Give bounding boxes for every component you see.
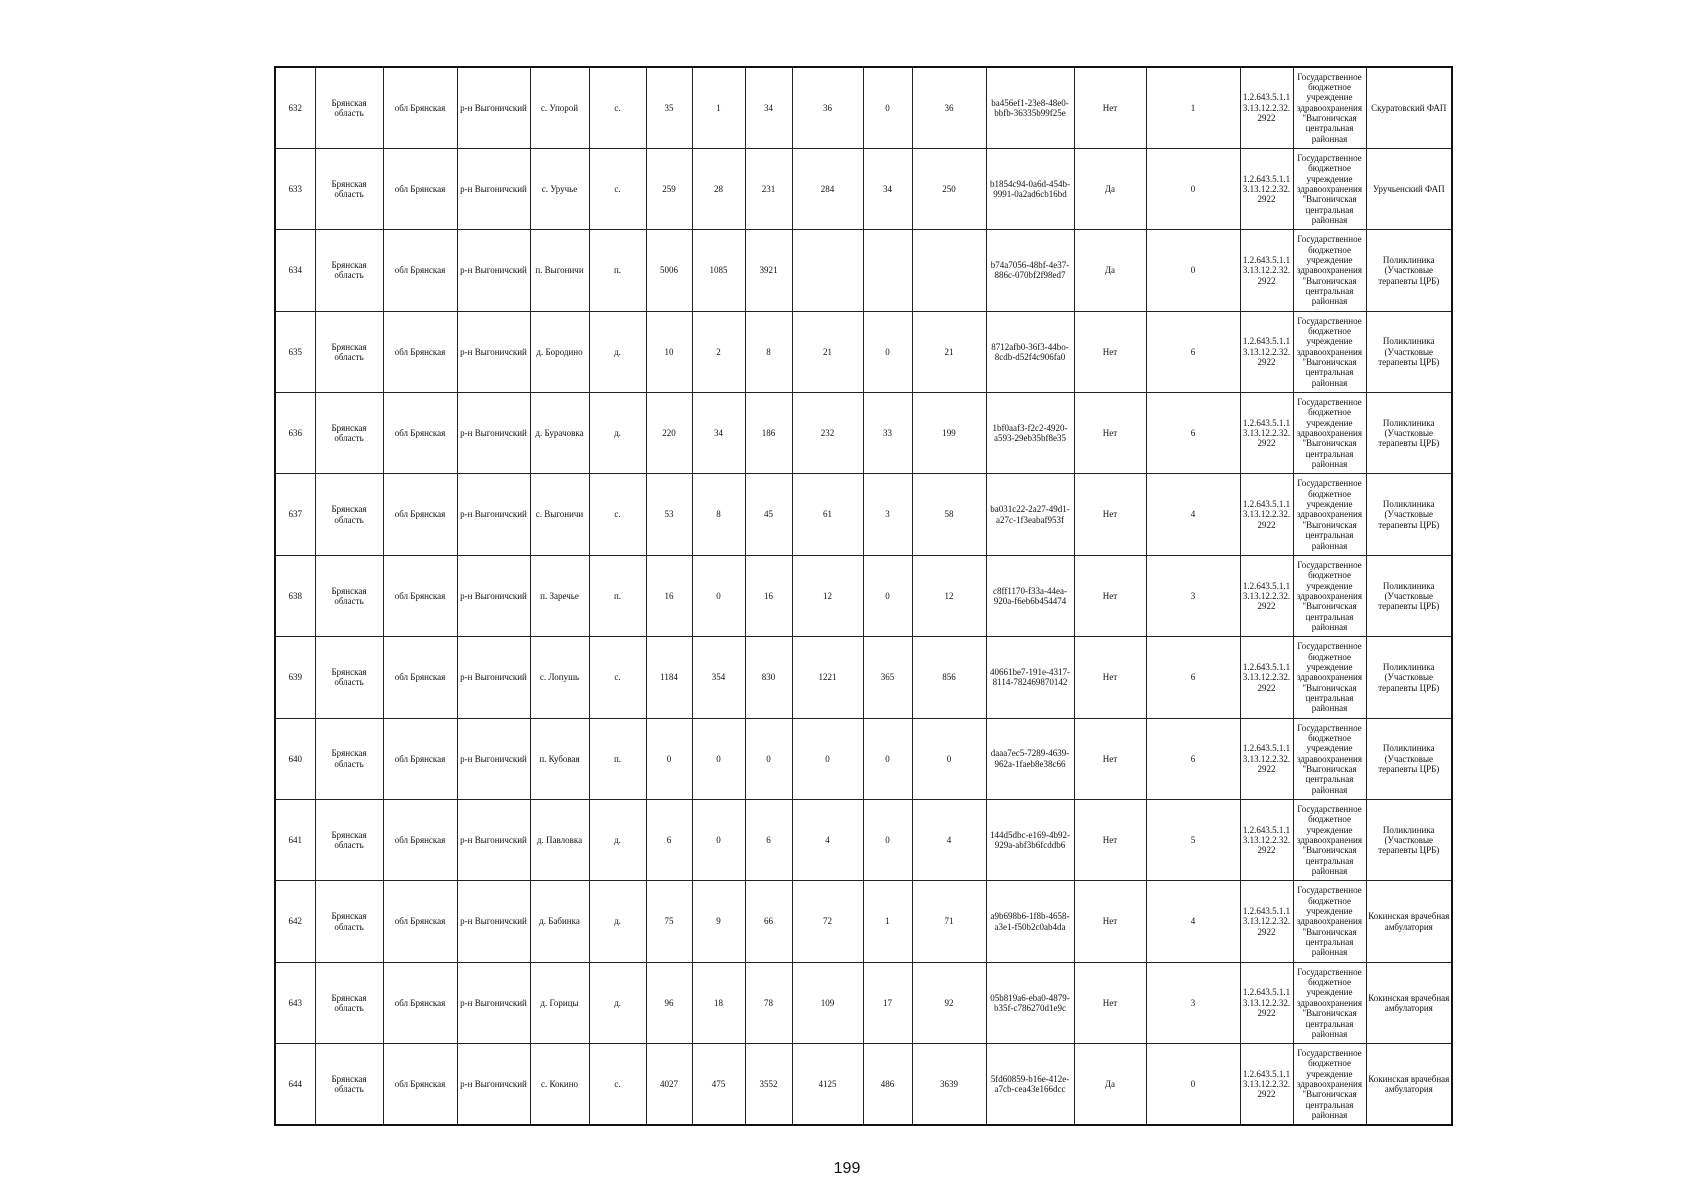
unit-cell: Кокинская врачебная амбулатория <box>1366 962 1452 1043</box>
count-cell-1: 10 <box>646 311 692 392</box>
flag-cell: Нет <box>1074 881 1146 962</box>
count-cell-6: 199 <box>912 393 986 474</box>
row-number: 639 <box>275 637 315 718</box>
row-number: 643 <box>275 962 315 1043</box>
organization-cell: Государственное бюджетное учреждение здравоохранения "Выгоничская центральная районная <box>1293 474 1366 555</box>
count-cell-4: 36 <box>792 67 863 148</box>
count-cell-2: 475 <box>692 1044 745 1125</box>
count-cell-4: 1221 <box>792 637 863 718</box>
count-cell: 6 <box>1146 718 1240 799</box>
table-row <box>275 637 1452 718</box>
flag-cell: Нет <box>1074 474 1146 555</box>
oid-cell: 1.2.643.5.1.13.13.12.2.32.2922 <box>1240 881 1293 962</box>
row-number: 634 <box>275 230 315 311</box>
district-cell: р-н Выгоничский <box>457 311 530 392</box>
flag-cell: Нет <box>1074 637 1146 718</box>
count-cell-1: 75 <box>646 881 692 962</box>
organization-cell: Государственное бюджетное учреждение здравоохранения "Выгоничская центральная районная <box>1293 230 1366 311</box>
count-cell-2: 34 <box>692 393 745 474</box>
row-number: 632 <box>275 67 315 148</box>
region-cell: Брянская область <box>315 555 383 636</box>
place-type-cell: д. <box>589 962 646 1043</box>
flag-cell: Да <box>1074 148 1146 229</box>
row-number: 635 <box>275 311 315 392</box>
table-row <box>275 67 1452 148</box>
organization-cell: Государственное бюджетное учреждение здравоохранения "Выгоничская центральная районная <box>1293 148 1366 229</box>
oblast-cell: обл Брянская <box>383 555 457 636</box>
district-cell: р-н Выгоничский <box>457 881 530 962</box>
count-cell-2: 354 <box>692 637 745 718</box>
count-cell: 0 <box>1146 148 1240 229</box>
place-cell: с. Упорой <box>530 67 589 148</box>
count-cell-2: 2 <box>692 311 745 392</box>
count-cell-2: 8 <box>692 474 745 555</box>
table-row <box>275 800 1452 881</box>
count-cell-2: 18 <box>692 962 745 1043</box>
count-cell-2: 0 <box>692 718 745 799</box>
district-cell: р-н Выгоничский <box>457 230 530 311</box>
district-cell: р-н Выгоничский <box>457 67 530 148</box>
count-cell-6: 92 <box>912 962 986 1043</box>
organization-cell: Государственное бюджетное учреждение здравоохранения "Выгоничская центральная районная <box>1293 311 1366 392</box>
count-cell-1: 4027 <box>646 1044 692 1125</box>
count-cell-3: 45 <box>745 474 792 555</box>
flag-cell: Нет <box>1074 311 1146 392</box>
place-type-cell: п. <box>589 230 646 311</box>
unit-cell: Уручьенский ФАП <box>1366 148 1452 229</box>
place-type-cell: с. <box>589 474 646 555</box>
count-cell-6: 71 <box>912 881 986 962</box>
count-cell-6: 3639 <box>912 1044 986 1125</box>
guid-cell: b1854c94-0a6d-454b-9991-0a2ad6cb16bd <box>986 148 1074 229</box>
count-cell-4: 72 <box>792 881 863 962</box>
district-cell: р-н Выгоничский <box>457 962 530 1043</box>
count-cell-5: 33 <box>863 393 912 474</box>
place-type-cell: д. <box>589 393 646 474</box>
place-type-cell: д. <box>589 800 646 881</box>
unit-cell: Поликлиника (Участковые терапевты ЦРБ) <box>1366 311 1452 392</box>
count-cell-5: 17 <box>863 962 912 1043</box>
count-cell-5: 0 <box>863 311 912 392</box>
unit-cell: Кокинская врачебная амбулатория <box>1366 881 1452 962</box>
count-cell-2: 1085 <box>692 230 745 311</box>
table-row <box>275 718 1452 799</box>
count-cell-4: 232 <box>792 393 863 474</box>
region-cell: Брянская область <box>315 718 383 799</box>
place-cell: д. Бабинка <box>530 881 589 962</box>
count-cell-4: 12 <box>792 555 863 636</box>
oid-cell: 1.2.643.5.1.13.13.12.2.32.2922 <box>1240 555 1293 636</box>
row-number: 644 <box>275 1044 315 1125</box>
count-cell-4: 109 <box>792 962 863 1043</box>
flag-cell: Нет <box>1074 393 1146 474</box>
table-row <box>275 311 1452 392</box>
place-type-cell: с. <box>589 67 646 148</box>
organization-cell: Государственное бюджетное учреждение здравоохранения "Выгоничская центральная районная <box>1293 637 1366 718</box>
region-cell: Брянская область <box>315 474 383 555</box>
count-cell: 0 <box>1146 1044 1240 1125</box>
row-number: 641 <box>275 800 315 881</box>
guid-cell: daaa7ec5-7289-4639-962a-1faeb8e38c66 <box>986 718 1074 799</box>
unit-cell: Поликлиника (Участковые терапевты ЦРБ) <box>1366 800 1452 881</box>
guid-cell: 8712afb0-36f3-44bo-8cdb-d52f4c906fa0 <box>986 311 1074 392</box>
oblast-cell: обл Брянская <box>383 962 457 1043</box>
organization-cell: Государственное бюджетное учреждение здравоохранения "Выгоничская центральная районная <box>1293 1044 1366 1125</box>
region-cell: Брянская область <box>315 311 383 392</box>
count-cell: 3 <box>1146 555 1240 636</box>
place-type-cell: д. <box>589 311 646 392</box>
unit-cell: Поликлиника (Участковые терапевты ЦРБ) <box>1366 474 1452 555</box>
guid-cell: a9b698b6-1f8b-4658-a3e1-f50b2c0ab4da <box>986 881 1074 962</box>
region-cell: Брянская область <box>315 230 383 311</box>
oid-cell: 1.2.643.5.1.13.13.12.2.32.2922 <box>1240 393 1293 474</box>
count-cell-5: 1 <box>863 881 912 962</box>
place-cell: с. Лопушь <box>530 637 589 718</box>
oid-cell: 1.2.643.5.1.13.13.12.2.32.2922 <box>1240 67 1293 148</box>
count-cell-4 <box>792 230 863 311</box>
oblast-cell: обл Брянская <box>383 67 457 148</box>
count-cell-5: 486 <box>863 1044 912 1125</box>
oblast-cell: обл Брянская <box>383 474 457 555</box>
page-number: 199 <box>833 1160 861 1177</box>
count-cell-1: 259 <box>646 148 692 229</box>
district-cell: р-н Выгоничский <box>457 800 530 881</box>
count-cell-3: 3552 <box>745 1044 792 1125</box>
count-cell: 6 <box>1146 311 1240 392</box>
guid-cell: 144d5dbc-e169-4b92-929a-abf3b6fcddb6 <box>986 800 1074 881</box>
unit-cell: Поликлиника (Участковые терапевты ЦРБ) <box>1366 718 1452 799</box>
place-cell: с. Выгоничи <box>530 474 589 555</box>
unit-cell: Скуратовский ФАП <box>1366 67 1452 148</box>
guid-cell: b74a7056-48bf-4e37-886c-070bf2f98ed7 <box>986 230 1074 311</box>
district-cell: р-н Выгоничский <box>457 555 530 636</box>
guid-cell: c8ff1170-f33a-44ea-920a-f6eb6b454474 <box>986 555 1074 636</box>
place-cell: п. Заречье <box>530 555 589 636</box>
place-cell: п. Кубовая <box>530 718 589 799</box>
organization-cell: Государственное бюджетное учреждение здравоохранения "Выгоничская центральная районная <box>1293 800 1366 881</box>
count-cell-3: 830 <box>745 637 792 718</box>
district-cell: р-н Выгоничский <box>457 393 530 474</box>
place-cell: д. Горицы <box>530 962 589 1043</box>
count-cell-6: 36 <box>912 67 986 148</box>
count-cell: 4 <box>1146 474 1240 555</box>
oblast-cell: обл Брянская <box>383 393 457 474</box>
unit-cell: Поликлиника (Участковые терапевты ЦРБ) <box>1366 555 1452 636</box>
oblast-cell: обл Брянская <box>383 881 457 962</box>
oid-cell: 1.2.643.5.1.13.13.12.2.32.2922 <box>1240 148 1293 229</box>
count-cell-2: 0 <box>692 555 745 636</box>
count-cell-5: 0 <box>863 800 912 881</box>
count-cell-1: 96 <box>646 962 692 1043</box>
count-cell-3: 34 <box>745 67 792 148</box>
region-cell: Брянская область <box>315 67 383 148</box>
flag-cell: Нет <box>1074 555 1146 636</box>
place-type-cell: с. <box>589 637 646 718</box>
place-type-cell: с. <box>589 148 646 229</box>
count-cell-1: 6 <box>646 800 692 881</box>
table-row <box>275 148 1452 229</box>
unit-cell: Кокинская врачебная амбулатория <box>1366 1044 1452 1125</box>
region-cell: Брянская область <box>315 1044 383 1125</box>
place-type-cell: п. <box>589 718 646 799</box>
count-cell-3: 66 <box>745 881 792 962</box>
count-cell-6: 250 <box>912 148 986 229</box>
row-number: 637 <box>275 474 315 555</box>
count-cell-2: 0 <box>692 800 745 881</box>
count-cell-4: 4 <box>792 800 863 881</box>
place-cell: с. Кокино <box>530 1044 589 1125</box>
count-cell-3: 8 <box>745 311 792 392</box>
count-cell-1: 53 <box>646 474 692 555</box>
count-cell-4: 4125 <box>792 1044 863 1125</box>
count-cell-5: 0 <box>863 555 912 636</box>
count-cell-4: 0 <box>792 718 863 799</box>
organization-cell: Государственное бюджетное учреждение здравоохранения "Выгоничская центральная районная <box>1293 881 1366 962</box>
region-cell: Брянская область <box>315 800 383 881</box>
count-cell: 6 <box>1146 393 1240 474</box>
table-row <box>275 962 1452 1043</box>
count-cell-2: 9 <box>692 881 745 962</box>
count-cell-2: 28 <box>692 148 745 229</box>
organization-cell: Государственное бюджетное учреждение здравоохранения "Выгоничская центральная районная <box>1293 962 1366 1043</box>
row-number: 638 <box>275 555 315 636</box>
count-cell-3: 6 <box>745 800 792 881</box>
count-cell-3: 186 <box>745 393 792 474</box>
place-cell: д. Бородино <box>530 311 589 392</box>
row-number: 642 <box>275 881 315 962</box>
row-number: 640 <box>275 718 315 799</box>
count-cell-3: 3921 <box>745 230 792 311</box>
count-cell-4: 61 <box>792 474 863 555</box>
table-row <box>275 393 1452 474</box>
guid-cell: 05b819a6-eba0-4879-b35f-c786270d1e9c <box>986 962 1074 1043</box>
count-cell-6: 4 <box>912 800 986 881</box>
district-cell: р-н Выгоничский <box>457 1044 530 1125</box>
count-cell: 6 <box>1146 637 1240 718</box>
table-row <box>275 230 1452 311</box>
district-cell: р-н Выгоничский <box>457 474 530 555</box>
flag-cell: Да <box>1074 230 1146 311</box>
data-table <box>274 66 1453 1126</box>
oblast-cell: обл Брянская <box>383 230 457 311</box>
oid-cell: 1.2.643.5.1.13.13.12.2.32.2922 <box>1240 1044 1293 1125</box>
count-cell-6: 58 <box>912 474 986 555</box>
count-cell-6: 856 <box>912 637 986 718</box>
count-cell-5 <box>863 230 912 311</box>
count-cell-1: 1184 <box>646 637 692 718</box>
count-cell: 3 <box>1146 962 1240 1043</box>
region-cell: Брянская область <box>315 881 383 962</box>
count-cell-1: 220 <box>646 393 692 474</box>
count-cell-6 <box>912 230 986 311</box>
place-cell: с. Уручье <box>530 148 589 229</box>
region-cell: Брянская область <box>315 637 383 718</box>
organization-cell: Государственное бюджетное учреждение здравоохранения "Выгоничская центральная районная <box>1293 718 1366 799</box>
count-cell-1: 16 <box>646 555 692 636</box>
oid-cell: 1.2.643.5.1.13.13.12.2.32.2922 <box>1240 311 1293 392</box>
unit-cell: Поликлиника (Участковые терапевты ЦРБ) <box>1366 637 1452 718</box>
unit-cell: Поликлиника (Участковые терапевты ЦРБ) <box>1366 230 1452 311</box>
count-cell-6: 0 <box>912 718 986 799</box>
count-cell-5: 0 <box>863 718 912 799</box>
table-row <box>275 881 1452 962</box>
guid-cell: ba031c22-2a27-49d1-a27c-1f3eabaf953f <box>986 474 1074 555</box>
count-cell-3: 231 <box>745 148 792 229</box>
place-type-cell: п. <box>589 555 646 636</box>
oid-cell: 1.2.643.5.1.13.13.12.2.32.2922 <box>1240 800 1293 881</box>
organization-cell: Государственное бюджетное учреждение здравоохранения "Выгоничская центральная районная <box>1293 555 1366 636</box>
count-cell-1: 0 <box>646 718 692 799</box>
district-cell: р-н Выгоничский <box>457 718 530 799</box>
flag-cell: Нет <box>1074 800 1146 881</box>
organization-cell: Государственное бюджетное учреждение здравоохранения "Выгоничская центральная районная <box>1293 393 1366 474</box>
region-cell: Брянская область <box>315 393 383 474</box>
flag-cell: Да <box>1074 1044 1146 1125</box>
place-cell: д. Павловка <box>530 800 589 881</box>
count-cell-5: 0 <box>863 67 912 148</box>
count-cell-5: 3 <box>863 474 912 555</box>
oblast-cell: обл Брянская <box>383 1044 457 1125</box>
count-cell-3: 16 <box>745 555 792 636</box>
place-type-cell: д. <box>589 881 646 962</box>
guid-cell: 1bf0aaf3-f2c2-4920-a593-29eb35bf8e35 <box>986 393 1074 474</box>
oid-cell: 1.2.643.5.1.13.13.12.2.32.2922 <box>1240 718 1293 799</box>
unit-cell: Поликлиника (Участковые терапевты ЦРБ) <box>1366 393 1452 474</box>
count-cell-5: 34 <box>863 148 912 229</box>
oid-cell: 1.2.643.5.1.13.13.12.2.32.2922 <box>1240 637 1293 718</box>
count-cell-3: 78 <box>745 962 792 1043</box>
count-cell-3: 0 <box>745 718 792 799</box>
oblast-cell: обл Брянская <box>383 637 457 718</box>
oid-cell: 1.2.643.5.1.13.13.12.2.32.2922 <box>1240 962 1293 1043</box>
table-row <box>275 1044 1452 1125</box>
oblast-cell: обл Брянская <box>383 148 457 229</box>
place-cell: п. Выгоничи <box>530 230 589 311</box>
count-cell: 4 <box>1146 881 1240 962</box>
oid-cell: 1.2.643.5.1.13.13.12.2.32.2922 <box>1240 230 1293 311</box>
table-row <box>275 555 1452 636</box>
count-cell-6: 12 <box>912 555 986 636</box>
place-type-cell: с. <box>589 1044 646 1125</box>
count-cell-1: 5006 <box>646 230 692 311</box>
oid-cell: 1.2.643.5.1.13.13.12.2.32.2922 <box>1240 474 1293 555</box>
table-row <box>275 474 1452 555</box>
row-number: 636 <box>275 393 315 474</box>
guid-cell: ba456ef1-23e8-48e0-bbfb-36335b99f25e <box>986 67 1074 148</box>
count-cell-2: 1 <box>692 67 745 148</box>
oblast-cell: обл Брянская <box>383 718 457 799</box>
count-cell-4: 284 <box>792 148 863 229</box>
district-cell: р-н Выгоничский <box>457 148 530 229</box>
flag-cell: Нет <box>1074 718 1146 799</box>
count-cell-4: 21 <box>792 311 863 392</box>
region-cell: Брянская область <box>315 148 383 229</box>
district-cell: р-н Выгоничский <box>457 637 530 718</box>
flag-cell: Нет <box>1074 67 1146 148</box>
guid-cell: 40661be7-191e-4317-8114-782469870142 <box>986 637 1074 718</box>
count-cell: 1 <box>1146 67 1240 148</box>
row-number: 633 <box>275 148 315 229</box>
count-cell-6: 21 <box>912 311 986 392</box>
organization-cell: Государственное бюджетное учреждение здравоохранения "Выгоничская центральная районная <box>1293 67 1366 148</box>
region-cell: Брянская область <box>315 962 383 1043</box>
count-cell-1: 35 <box>646 67 692 148</box>
count-cell: 0 <box>1146 230 1240 311</box>
guid-cell: 5fd60859-b16e-412e-a7cb-cea43e166dcc <box>986 1044 1074 1125</box>
count-cell: 5 <box>1146 800 1240 881</box>
place-cell: д. Бурачовка <box>530 393 589 474</box>
flag-cell: Нет <box>1074 962 1146 1043</box>
oblast-cell: обл Брянская <box>383 311 457 392</box>
count-cell-5: 365 <box>863 637 912 718</box>
oblast-cell: обл Брянская <box>383 800 457 881</box>
